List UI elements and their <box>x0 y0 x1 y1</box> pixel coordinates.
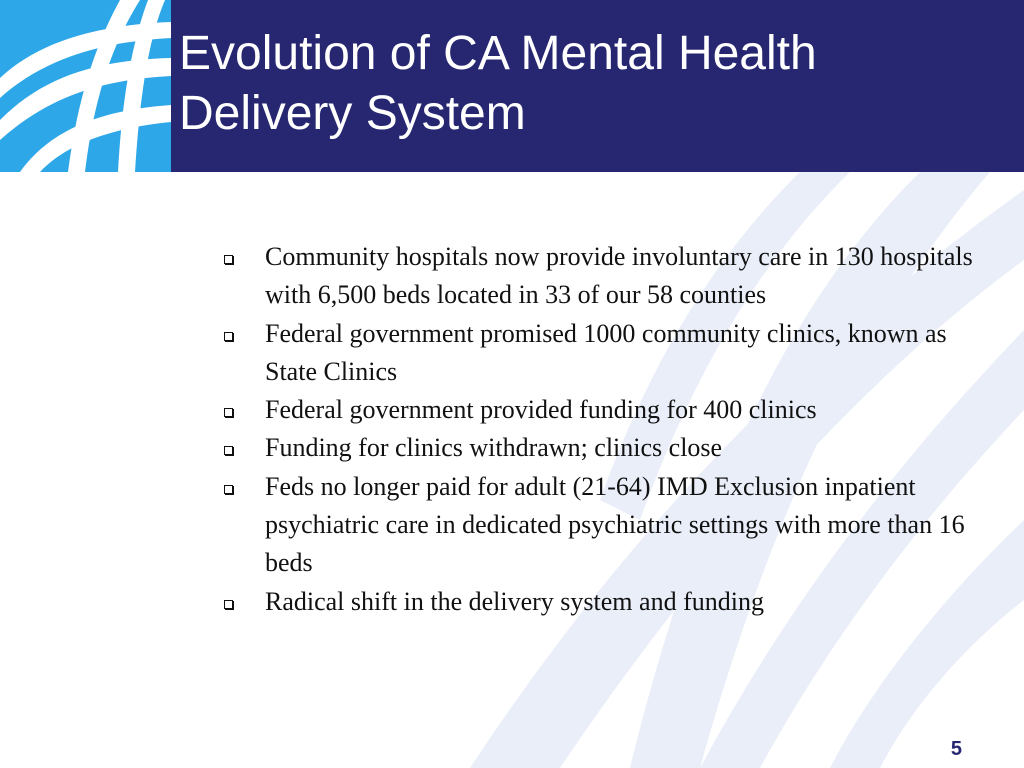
bullet-item <box>220 468 980 583</box>
square-bullet-icon <box>224 255 233 264</box>
square-bullet-icon <box>224 485 233 494</box>
bullet-item <box>220 391 980 429</box>
bullet-text: Feds no longer paid for adult (21-64) IMD Exclusion inpatient psychiatric care in dedicated psychiatric settings with more than 16 beds <box>265 471 965 578</box>
bullet-text: Federal government promised 1000 community clinics, known as State Clinics <box>265 318 947 386</box>
logo-block <box>0 0 171 172</box>
square-bullet-icon <box>224 332 233 341</box>
bullet-text: Federal government provided funding for 400 clinics <box>265 395 817 425</box>
slide-title: Evolution of CA Mental Health Delivery System <box>179 27 817 140</box>
bullet-item <box>220 238 980 315</box>
bullet-list <box>220 238 980 621</box>
bullet-item <box>220 429 980 467</box>
bullet-text: Funding for clinics withdrawn; clinics close <box>265 433 723 463</box>
square-bullet-icon <box>224 600 233 609</box>
square-bullet-icon <box>224 408 233 417</box>
page-number: 5 <box>950 738 962 760</box>
bullet-item <box>220 583 980 621</box>
swoosh-logo-icon <box>0 0 171 172</box>
bullet-text: Community hospitals now provide involuntary care in 130 hospitals with 6,500 beds located in 33 of our 58 counties <box>265 242 973 310</box>
square-bullet-icon <box>224 446 233 455</box>
bullet-text: Radical shift in the delivery system and funding <box>265 586 764 616</box>
bullet-item <box>220 315 980 392</box>
